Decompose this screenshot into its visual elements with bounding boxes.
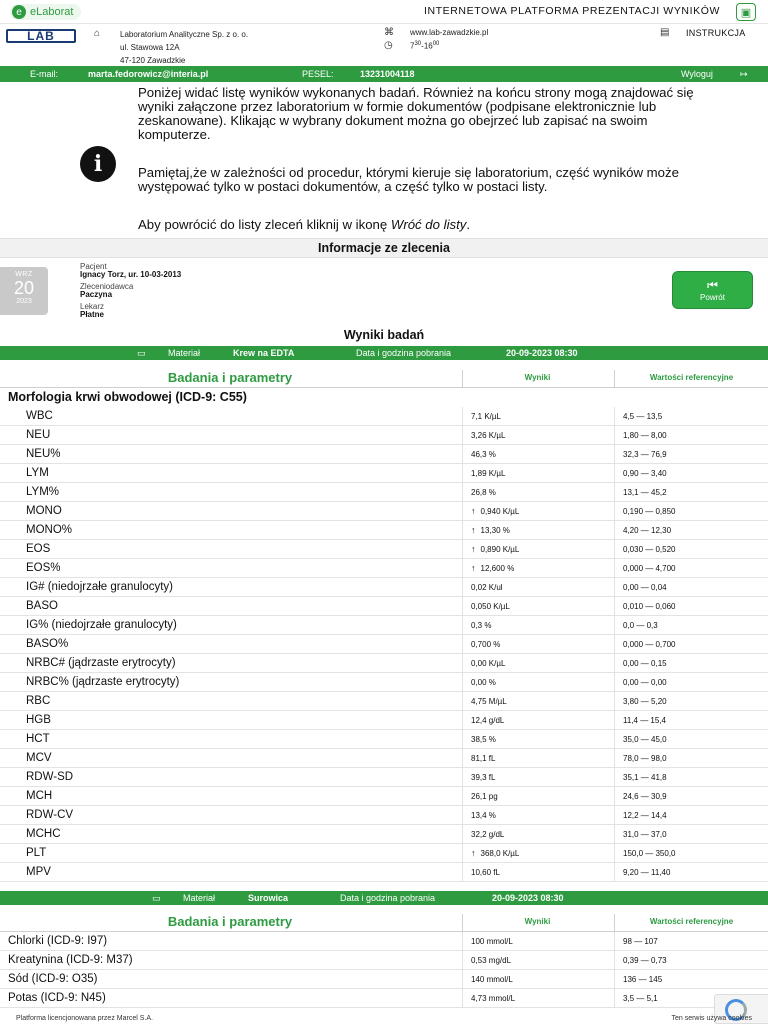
test-reference: 32,3 — 76,9 — [614, 445, 768, 464]
orderer-label: Zleceniodawca — [80, 282, 134, 291]
sample-date-value: 20-09-2023 08:30 — [492, 893, 564, 903]
order-date-month: WRZ — [15, 271, 33, 278]
test-result — [462, 464, 614, 483]
test-result-value: 0,00 K/µL — [471, 659, 506, 668]
table-row — [0, 749, 768, 768]
test-result-value: 0,00 % — [471, 678, 496, 687]
test-name: MCHC — [26, 828, 61, 840]
table-row — [0, 989, 768, 1008]
results-heading: Wyniki badań — [0, 326, 768, 346]
test-result — [462, 540, 614, 559]
elaborat-logo-icon: e — [12, 5, 26, 19]
table-row — [0, 711, 768, 730]
test-name: RDW-CV — [26, 809, 74, 821]
test-result — [462, 787, 614, 806]
table-row — [0, 407, 768, 426]
platform-title: INTERNETOWA PLATFORMA PREZENTACJI WYNIKÓW — [423, 5, 720, 17]
test-result — [462, 970, 614, 989]
test-reference: 31,0 — 37,0 — [614, 825, 768, 844]
test-result-value: 3,26 K/µL — [471, 431, 506, 440]
test-result — [462, 654, 614, 673]
test-result — [462, 616, 614, 635]
table-row — [0, 578, 768, 597]
table-row — [0, 521, 768, 540]
table-row — [0, 559, 768, 578]
info-paragraph-2: Pamiętaj,że w zależności od procedur, którymi kieruje się laboratorium, część wyników może występować tylko w postaci dokumentów, a część tylko w postaci listy. — [138, 165, 679, 194]
order-info-heading: Informacje ze zlecenia — [0, 238, 768, 258]
test-name: RDW-SD — [26, 771, 74, 783]
pesel-label: PESEL: — [302, 69, 334, 79]
test-name: IG# (niedojrzałe granulocyty) — [26, 581, 174, 593]
test-name: BASO — [26, 600, 58, 612]
test-result-value: 4,75 M/µL — [471, 697, 507, 706]
test-result-value: 32,2 g/dL — [471, 830, 505, 839]
lab-header — [0, 24, 768, 66]
table-row — [0, 970, 768, 989]
table-row — [0, 483, 768, 502]
table-row — [0, 635, 768, 654]
order-date-badge — [0, 267, 48, 315]
test-result — [462, 711, 614, 730]
test-result — [462, 692, 614, 711]
col-tests-header: Badania i parametry — [167, 914, 293, 929]
table-row — [0, 730, 768, 749]
test-result-value: 0,02 K/ul — [471, 583, 503, 592]
test-result-value: 100 mmol/L — [471, 937, 513, 946]
lab-address — [120, 28, 248, 67]
test-reference: 98 — 107 — [614, 932, 768, 951]
table-row — [0, 844, 768, 863]
table-row — [0, 768, 768, 787]
test-result — [462, 559, 614, 578]
test-result-value: 38,5 % — [471, 735, 496, 744]
results-table-header — [0, 912, 768, 932]
test-result-value: 4,73 mmol/L — [471, 994, 516, 1003]
test-result-value: 0,53 mg/dL — [471, 956, 512, 965]
test-result — [462, 407, 614, 426]
test-result-value: 39,3 fL — [471, 773, 496, 782]
test-result — [462, 932, 614, 951]
table-row — [0, 654, 768, 673]
material-label: Materiał — [183, 893, 216, 903]
table-row — [0, 932, 768, 951]
order-date-day: 20 — [13, 278, 35, 298]
top-bar — [0, 0, 768, 24]
test-reference: 3,80 — 5,20 — [614, 692, 768, 711]
patient-value: Ignacy Torz, ur. 10-03-2013 — [80, 270, 182, 279]
arrow-up-icon: ↑ — [471, 848, 476, 858]
material-value: Krew na EDTA — [233, 348, 295, 358]
test-result-value: 140 mmol/L — [471, 975, 513, 984]
home-icon: ⌂ — [94, 28, 101, 39]
elaborat-logo[interactable] — [10, 4, 81, 20]
lab-website-link[interactable]: www.lab-zawadzkie.pl — [410, 28, 489, 37]
footer — [0, 1014, 768, 1024]
test-name: Sód (ICD-9: O35) — [8, 973, 98, 985]
test-result — [462, 597, 614, 616]
test-reference: 0,190 — 0,850 — [614, 502, 768, 521]
elaborat-brand-text: eLaborat — [30, 6, 74, 18]
results-table-header — [0, 368, 768, 388]
test-reference: 136 — 145 — [614, 970, 768, 989]
test-reference: 4,20 — 12,30 — [614, 521, 768, 540]
clock-icon: ◷ — [384, 40, 393, 51]
test-reference: 35,1 — 41,8 — [614, 768, 768, 787]
test-reference: 0,00 — 0,15 — [614, 654, 768, 673]
test-name: BASO% — [26, 638, 69, 650]
test-reference: 0,90 — 3,40 — [614, 464, 768, 483]
test-reference: 0,0 — 0,3 — [614, 616, 768, 635]
test-name: Chlorki (ICD-9: I97) — [8, 935, 108, 947]
test-name: NEU% — [26, 448, 61, 460]
table-row — [0, 616, 768, 635]
table-row — [0, 673, 768, 692]
test-result — [462, 825, 614, 844]
test-name: PLT — [26, 847, 47, 859]
test-result — [462, 635, 614, 654]
table-row — [0, 445, 768, 464]
test-result-value: 0,3 % — [471, 621, 492, 630]
test-result-value: 46,3 % — [471, 450, 496, 459]
test-name: NRBC% (jądrzaste erytrocyty) — [26, 676, 180, 688]
arrow-up-icon: ↑ — [471, 525, 476, 535]
user-bar — [0, 66, 768, 82]
material-value: Surowica — [248, 893, 289, 903]
test-reference: 0,00 — 0,04 — [614, 578, 768, 597]
test-reference: 13,1 — 45,2 — [614, 483, 768, 502]
test-result-value: 26,1 pg — [471, 792, 498, 801]
test-reference: 150,0 — 350,0 — [614, 844, 768, 863]
test-result-value: 81,1 fL — [471, 754, 496, 763]
test-name: MONO% — [26, 524, 72, 536]
doctor-label: Lekarz — [80, 302, 105, 311]
back-button-label: Powrót — [700, 293, 725, 302]
test-result — [462, 951, 614, 970]
test-result — [462, 483, 614, 502]
table-row — [0, 806, 768, 825]
test-result-value: 7,1 K/µL — [471, 412, 501, 421]
user-pesel: 13231004118 — [360, 69, 415, 79]
test-result-value: 0,940 K/µL — [480, 507, 520, 516]
test-reference: 0,000 — 0,700 — [614, 635, 768, 654]
test-name: WBC — [26, 410, 53, 422]
test-reference: 12,2 — 14,4 — [614, 806, 768, 825]
test-reference: 0,00 — 0,00 — [614, 673, 768, 692]
test-result-value: 0,890 K/µL — [480, 545, 520, 554]
test-result-value: 12,4 g/dL — [471, 716, 505, 725]
test-name: Potas (ICD-9: N45) — [8, 992, 106, 1004]
material-icon: ▭ — [152, 893, 161, 903]
table-row — [0, 597, 768, 616]
results-table-serum — [0, 912, 768, 1008]
book-icon: ▤ — [660, 27, 670, 38]
test-reference: 0,030 — 0,520 — [614, 540, 768, 559]
sample-date-label: Data i godzina pobrania — [356, 348, 452, 358]
test-result-value: 368,0 K/µL — [480, 849, 520, 858]
test-result-value: 13,4 % — [471, 811, 496, 820]
test-result-value: 0,050 K/µL — [471, 602, 510, 611]
table-row — [0, 863, 768, 882]
logout-button[interactable]: Wyloguj — [681, 69, 713, 79]
test-result-value: 13,30 % — [480, 526, 510, 535]
instructions-link[interactable]: INSTRUKCJA — [686, 28, 746, 38]
lab-name: Laboratorium Analityczne Sp. z o. o. — [120, 30, 249, 39]
test-group-title: Morfologia krwi obwodowej (ICD-9: C55) — [8, 390, 247, 404]
test-result — [462, 502, 614, 521]
test-reference: 11,4 — 15,4 — [614, 711, 768, 730]
test-result — [462, 578, 614, 597]
order-info — [0, 258, 768, 326]
test-reference: 0,010 — 0,060 — [614, 597, 768, 616]
test-name: MCH — [26, 790, 53, 802]
test-name: NRBC# (jądrzaste erytrocyty) — [26, 657, 176, 669]
lab-city: 47-120 Zawadzkie — [120, 56, 186, 65]
col-tests-header: Badania i parametry — [167, 370, 293, 385]
sample-date-value: 20-09-2023 08:30 — [506, 348, 578, 358]
test-name: LYM — [26, 467, 49, 479]
test-result — [462, 673, 614, 692]
table-row — [0, 464, 768, 483]
table-row — [0, 825, 768, 844]
table-row — [0, 787, 768, 806]
test-name: Kreatynina (ICD-9: M37) — [8, 954, 133, 966]
test-result — [462, 426, 614, 445]
test-name: MPV — [26, 866, 51, 878]
doctor-value: Płatne — [80, 310, 105, 319]
test-name: NEU — [26, 429, 51, 441]
lab-street: ul. Stawowa 12A — [120, 43, 180, 52]
test-result — [462, 445, 614, 464]
material-bar-serum — [0, 891, 768, 905]
results-table-edta — [0, 368, 768, 882]
footer-license: Platforma licencjonowana przez Marcel S.A. — [16, 1015, 153, 1022]
test-reference: 35,0 — 45,0 — [614, 730, 768, 749]
back-button[interactable] — [672, 271, 753, 309]
test-result-value: 0,700 % — [471, 640, 501, 649]
test-result-value: 1,89 K/µL — [471, 469, 506, 478]
test-name: RBC — [26, 695, 51, 707]
table-row — [0, 951, 768, 970]
table-row — [0, 692, 768, 711]
test-reference: 9,20 — 11,40 — [614, 863, 768, 882]
test-result-value: 10,60 fL — [471, 868, 500, 877]
skip-back-icon: ⏮ — [707, 278, 718, 292]
test-name: LYM% — [26, 486, 60, 498]
order-date-year: 2023 — [16, 298, 32, 305]
info-icon: i — [80, 146, 116, 182]
col-ref-header: Wartości referencyjne — [614, 914, 768, 932]
test-result — [462, 863, 614, 882]
arrow-up-icon: ↑ — [471, 563, 476, 573]
test-name: EOS% — [26, 562, 61, 574]
test-result — [462, 768, 614, 787]
orderer-value: Paczyna — [80, 290, 113, 299]
col-results-header: Wyniki — [462, 914, 612, 932]
test-name: HGB — [26, 714, 51, 726]
patient-label: Pacjent — [80, 262, 107, 271]
test-reference: 0,000 — 4,700 — [614, 559, 768, 578]
table-row — [0, 426, 768, 445]
test-name: HCT — [26, 733, 50, 745]
test-name: MCV — [26, 752, 52, 764]
test-result — [462, 749, 614, 768]
platform-box-icon: ▣ — [736, 3, 756, 21]
col-ref-header: Wartości referencyjne — [614, 370, 768, 388]
test-reference: 3,5 — 5,1 — [614, 989, 768, 1008]
info-section — [0, 82, 768, 238]
test-name: IG% (niedojrzałe granulocyty) — [26, 619, 177, 631]
test-name: MONO — [26, 505, 62, 517]
test-result-value: 12,600 % — [480, 564, 515, 573]
test-reference: 0,39 — 0,73 — [614, 951, 768, 970]
test-result — [462, 730, 614, 749]
test-reference: 1,80 — 8,00 — [614, 426, 768, 445]
test-result — [462, 844, 614, 863]
back-to-list-mention: Wróć do listy — [390, 217, 467, 232]
lab-logo: LAB — [6, 29, 76, 43]
sample-date-label: Data i godzina pobrania — [340, 893, 436, 903]
test-result — [462, 806, 614, 825]
info-paragraph-3: Aby powrócić do listy zleceń kliknij w ikonę Wróć do listy. — [138, 217, 471, 232]
arrow-up-icon: ↑ — [471, 506, 476, 516]
material-label: Materiał — [168, 348, 201, 358]
lab-opening-hours: $7^{30}-16^{00}$ — [410, 41, 440, 51]
logout-icon[interactable]: ↦ — [740, 69, 748, 79]
globe-icon: ⌘ — [384, 27, 394, 38]
material-bar-edta — [0, 346, 768, 360]
test-name: EOS — [26, 543, 51, 555]
table-row — [0, 502, 768, 521]
info-paragraph-1: Poniżej widać listę wyników wykonanych badań. Również na końcu strony mogą znajdować się wyniki załączone przez laboratorium w formie dokumentów (podpisane elektronicznie lub zeskanowane). Klikając w wybrany dokument można go obejrzeć lub zapisać na swoim komputerze. — [138, 85, 694, 142]
table-row — [0, 540, 768, 559]
test-reference: 24,6 — 30,9 — [614, 787, 768, 806]
test-result — [462, 989, 614, 1008]
test-result-value: 26,8 % — [471, 488, 496, 497]
test-reference: 4,5 — 13,5 — [614, 407, 768, 426]
col-results-header: Wyniki — [462, 370, 612, 388]
test-reference: 78,0 — 98,0 — [614, 749, 768, 768]
material-icon: ▭ — [137, 348, 146, 358]
user-email: marta.fedorowicz@interia.pl — [88, 69, 209, 79]
arrow-up-icon: ↑ — [471, 544, 476, 554]
footer-cookies[interactable]: Ten serwis używa cookies — [671, 1015, 752, 1022]
email-label: E-mail: — [30, 69, 59, 79]
test-result — [462, 521, 614, 540]
